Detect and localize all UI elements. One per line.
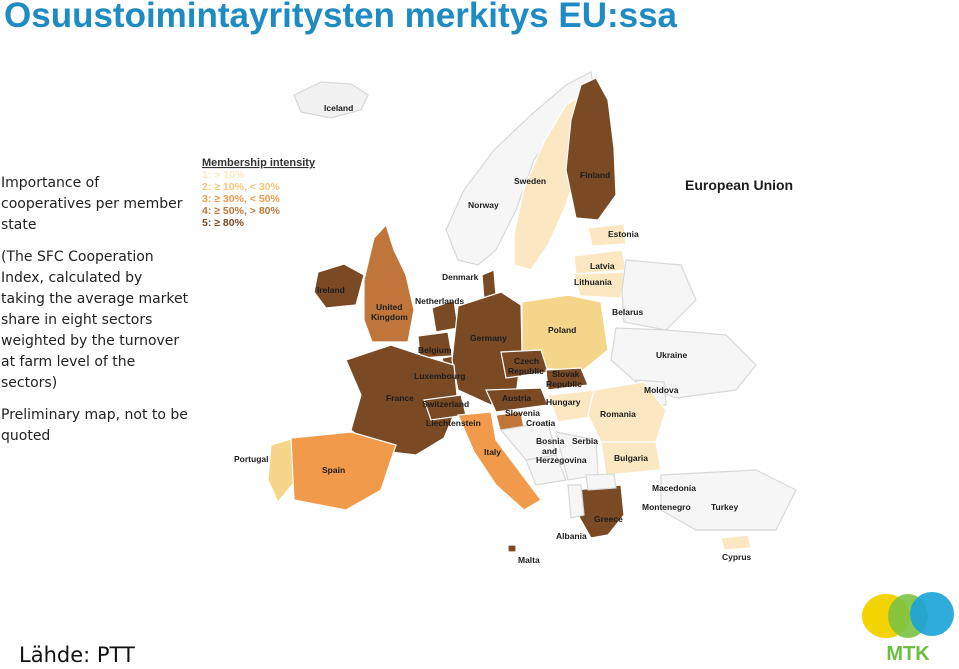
country-shapes [268,72,796,552]
albania-shape [568,485,584,518]
label-macedonia: Macedonia [652,483,696,493]
label-uk-2: Kingdom [371,312,408,322]
description-paragraph: Preliminary map, not to be quoted [1,407,188,444]
turkey-shape [661,470,796,530]
map-legend [202,157,316,229]
legend-item: 5: ≥ 80% [202,217,244,229]
label-finland: Finland [580,170,611,180]
label-switzerland: Switzerland [422,399,470,409]
label-albania: Albania [556,531,587,541]
europe-map [196,60,836,580]
label-norway: Norway [468,200,499,210]
label-italy: Italy [484,447,502,457]
mtk-logo [860,588,956,664]
label-moldova: Moldova [644,385,679,395]
label-bosnia-1: Bosnia [536,436,565,446]
malta-shape [508,545,516,552]
legend-item: 3: ≥ 30%, < 50% [202,193,280,205]
label-cyprus: Cyprus [722,552,752,562]
label-estonia: Estonia [608,229,639,239]
label-turkey: Turkey [711,502,739,512]
label-slovenia: Slovenia [505,408,540,418]
label-greece: Greece [594,514,623,524]
logo-text: MTK [886,643,930,664]
label-serbia: Serbia [572,436,598,446]
uk-shape [364,225,414,342]
label-slovakia-2: Republic [546,379,582,389]
description-paragraph: Importance of cooperatives per member state [1,175,183,233]
label-belarus: Belarus [612,307,644,317]
label-croatia: Croatia [526,418,556,428]
label-bosnia-2: and [542,446,558,456]
label-portugal: Portugal [234,454,269,464]
label-czech-1: Czech [514,356,540,366]
label-lithuania: Lithuania [574,277,612,287]
description-paragraph: (The SFC Cooperation Index, calculated by taking the average market share in eight sectors weighted by the turnover at farm level of the sectors) [1,249,189,391]
label-hungary: Hungary [546,397,581,407]
label-ireland: Ireland [317,285,345,295]
label-slovakia-1: Slovak [552,369,580,379]
label-spain: Spain [322,465,346,475]
description-panel [1,173,189,458]
germany-shape [452,292,522,405]
label-germany: Germany [470,333,507,343]
label-romania: Romania [600,409,636,419]
map-heading: European Union [685,177,794,193]
label-ukraine: Ukraine [656,350,688,360]
label-uk-1: United [376,302,403,312]
cyprus-shape [721,535,751,550]
label-czech-2: Republic [508,366,544,376]
label-france: France [386,393,414,403]
label-latvia: Latvia [590,261,615,271]
label-bulgaria: Bulgaria [614,453,649,463]
legend-item: 1: > 10% [202,169,245,181]
logo-blue-leaf [910,592,954,636]
label-sweden: Sweden [514,176,547,186]
label-iceland: Iceland [324,103,354,113]
label-austria: Austria [502,393,532,403]
label-bosnia-3: Herzegovina [536,455,587,465]
label-netherlands: Netherlands [415,296,465,306]
macedonia-shape [586,474,616,490]
label-denmark: Denmark [442,272,479,282]
label-liechtenstein: Liechtenstein [426,418,481,428]
label-malta: Malta [518,555,540,565]
legend-item: 4: ≥ 50%, > 80% [202,205,280,217]
legend-title: Membership intensity [202,157,316,169]
belarus-shape [622,260,696,330]
legend-item: 2: ≥ 10%, < 30% [202,181,280,193]
label-poland: Poland [548,325,577,335]
source-note: Lähde: PTT [19,643,135,667]
label-montenegro: Montenegro [642,502,691,512]
label-belgium: Belgium [418,345,452,355]
label-luxembourg: Luxembourg [414,371,466,381]
slide-title: Osuustoimintayritysten merkitys EU:ssa [4,0,678,35]
